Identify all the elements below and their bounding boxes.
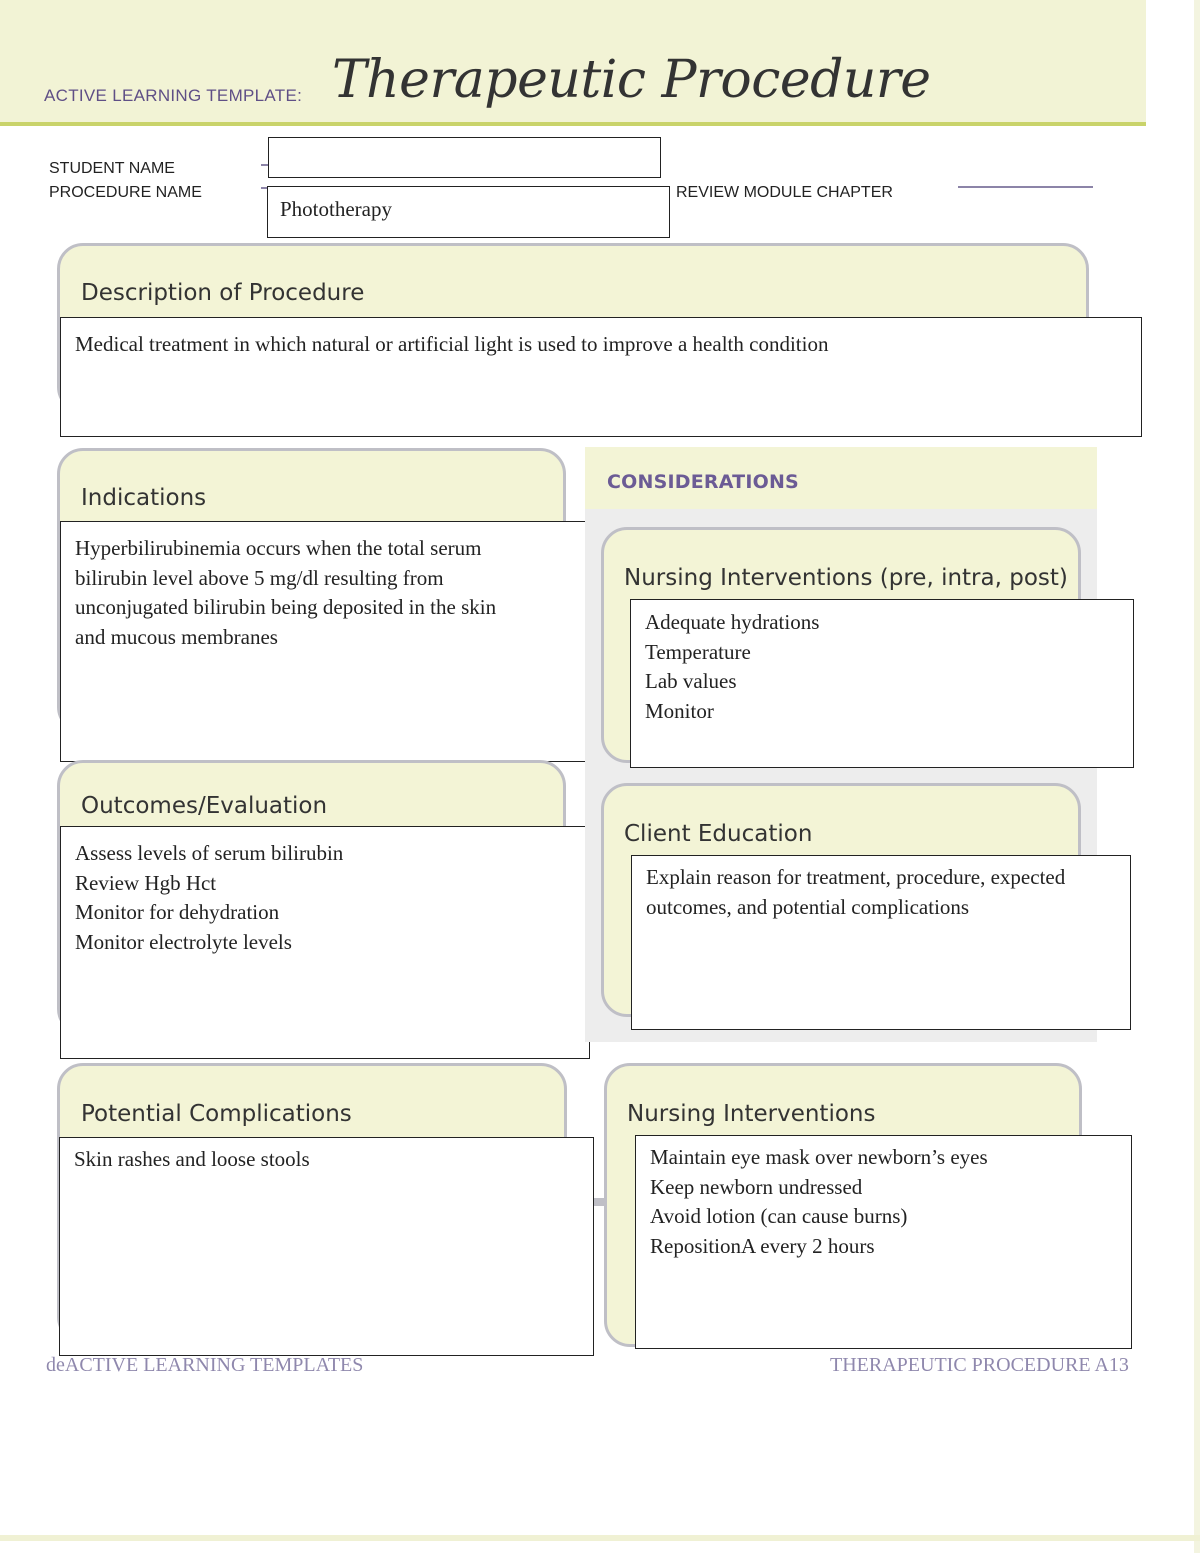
indications-line: bilirubin level above 5 mg/dl resulting from xyxy=(75,565,444,590)
outcomes-line: Review Hgb Hct xyxy=(75,870,217,895)
outcomes-box[interactable] xyxy=(60,826,590,1059)
client-education-line: Explain reason for treatment, procedure, expected xyxy=(646,865,1066,889)
nursing-pre-line: Monitor xyxy=(645,698,714,723)
client-education-heading: Client Education xyxy=(624,821,813,847)
nursing-interventions-heading: Nursing Interventions xyxy=(627,1101,876,1127)
description-text: Medical treatment in which natural or artificial light is used to improve a health condition xyxy=(75,332,829,356)
student-name-field[interactable] xyxy=(268,137,661,178)
indications-heading: Indications xyxy=(81,485,207,511)
page-edge xyxy=(1194,0,1200,1553)
nursing-pre-line: Lab values xyxy=(645,669,737,693)
procedure-name-field[interactable] xyxy=(267,186,670,238)
nursing-interventions-line: Maintain eye mask over newborn’s eyes xyxy=(650,1145,988,1169)
procedure-name-label: PROCEDURE NAME xyxy=(49,184,202,201)
connector xyxy=(594,1198,605,1206)
complications-line: Skin rashes and loose stools xyxy=(74,1147,310,1171)
complications-box[interactable] xyxy=(59,1137,594,1356)
nursing-interventions-box[interactable] xyxy=(635,1135,1132,1349)
outcomes-line: Monitor electrolyte levels xyxy=(75,929,292,954)
header-rule xyxy=(0,122,1146,126)
template-label: ACTIVE LEARNING TEMPLATE: xyxy=(44,86,303,105)
outcomes-line: Assess levels of serum bilirubin xyxy=(75,841,344,865)
nursing-pre-line: Temperature xyxy=(645,639,751,664)
review-module-label: REVIEW MODULE CHAPTER xyxy=(676,184,893,201)
bottom-band xyxy=(0,1535,1200,1541)
nursing-pre-heading: Nursing Interventions (pre, intra, post) xyxy=(624,565,1068,591)
nursing-interventions-line: Keep newborn undressed xyxy=(650,1174,863,1199)
page-title: Therapeutic Procedure xyxy=(332,50,931,110)
outcomes-line: Monitor for dehydration xyxy=(75,900,280,924)
nursing-interventions-line: Avoid lotion (can cause burns) xyxy=(650,1204,908,1228)
client-education-line: outcomes, and potential complications xyxy=(646,894,970,919)
indications-box[interactable] xyxy=(60,521,591,762)
footer-right: THERAPEUTIC PROCEDURE A13 xyxy=(830,1354,1129,1376)
considerations-title: CONSIDERATIONS xyxy=(607,471,799,493)
nursing-pre-box[interactable] xyxy=(630,599,1134,768)
student-name-value xyxy=(269,138,660,156)
nursing-interventions-line: RepositionA every 2 hours xyxy=(650,1233,875,1258)
outcomes-heading: Outcomes/Evaluation xyxy=(81,793,328,819)
procedure-name-value: Phototherapy xyxy=(280,197,392,221)
indications-line: unconjugated bilirubin being deposited in the skin xyxy=(75,595,497,619)
description-heading: Description of Procedure xyxy=(81,280,365,306)
complications-heading: Potential Complications xyxy=(81,1101,352,1127)
review-module-field[interactable] xyxy=(958,186,1093,188)
footer-left: deACTIVE LEARNING TEMPLATES xyxy=(46,1354,364,1376)
client-education-box[interactable] xyxy=(631,855,1131,1030)
student-name-label: STUDENT NAME xyxy=(49,160,175,177)
nursing-pre-line: Adequate hydrations xyxy=(645,610,820,634)
indications-line: and mucous membranes xyxy=(75,624,278,649)
description-box[interactable] xyxy=(60,317,1142,437)
indications-line: Hyperbilirubinemia occurs when the total serum xyxy=(75,536,482,560)
